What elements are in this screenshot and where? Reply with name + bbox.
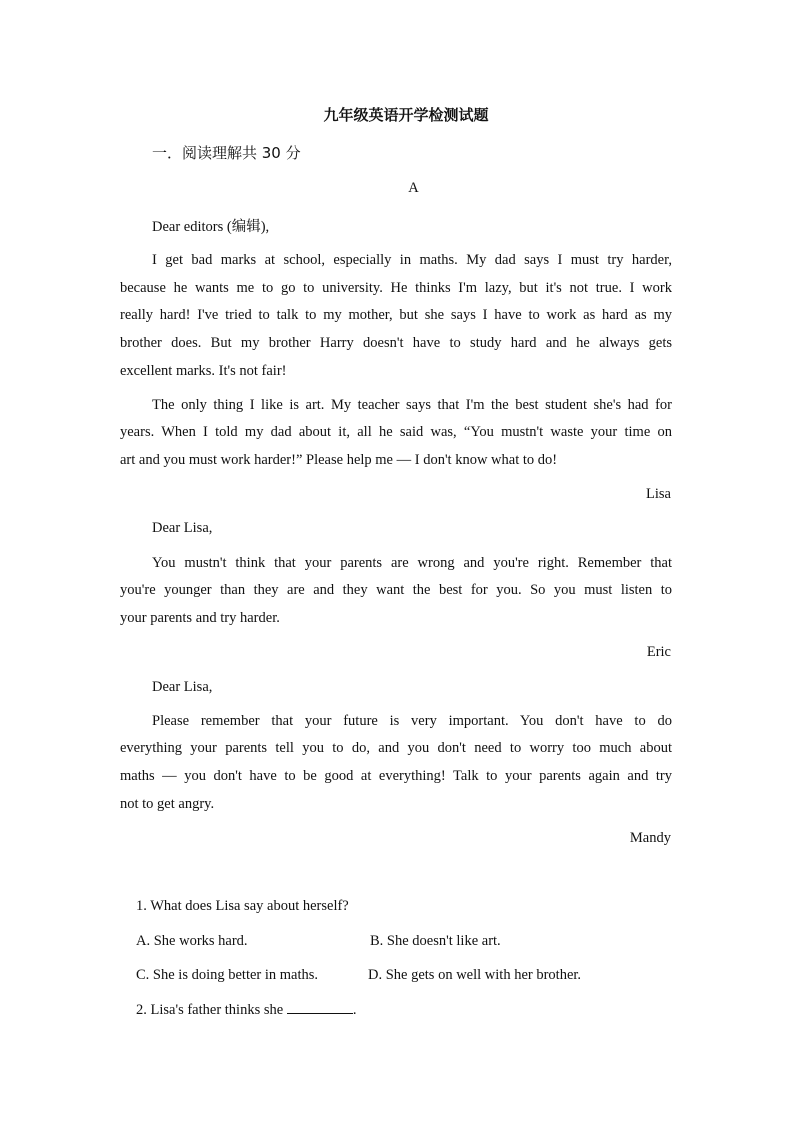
question-stem-end: . <box>352 1002 357 1018</box>
letter-line: your parents and try harder. <box>120 610 280 626</box>
question-stem: 1. What does Lisa say about herself? <box>136 898 349 914</box>
letter-line: I get bad marks at school, especially in maths. My dad says I must try harder, <box>152 252 672 268</box>
letter-line: maths — you don't have to be good at everything! Talk to your parents again and try <box>120 768 672 784</box>
letter-greeting: Dear Lisa, <box>152 679 213 695</box>
letter-line: years. When I told my dad about it, all he said was, “You mustn't waste your time on <box>120 424 672 440</box>
question-stem <box>136 1001 356 1019</box>
letter-line: excellent marks. It's not fair! <box>120 363 287 379</box>
letter-signature: Mandy <box>629 830 671 846</box>
letter-line: You mustn't think that your parents are wrong and you're right. Remember that <box>152 555 672 571</box>
letter-line: brother does. But my brother Harry doesn't have to study hard and he always gets <box>120 335 672 351</box>
answer-blank[interactable] <box>287 1001 353 1014</box>
question-stem-text: 2. Lisa's father thinks she <box>136 1002 284 1018</box>
letter-line: Please remember that your future is very important. You don't have to do <box>152 713 672 729</box>
document-title: 九年级英语开学检测试题 <box>323 106 489 124</box>
option-b: B. She doesn't like art. <box>370 933 501 949</box>
letter-line: art and you must work harder!” Please help me — I don't know what to do! <box>120 452 558 468</box>
letter-line: The only thing I like is art. My teacher says that I'm the best student she's had for <box>152 397 672 413</box>
option-d: D. She gets on well with her brother. <box>368 967 582 983</box>
option-a: A. She works hard. <box>136 933 248 949</box>
letter-line: you're younger than they are and they want the best for you. So you must listen to <box>120 582 672 598</box>
section-heading: 一．阅读理解共 30 分 <box>152 144 301 162</box>
letter-greeting: Dear editors (编辑), <box>152 219 270 235</box>
letter-line: because he wants me to go to university. He thinks I'm lazy, but it's not true. I work <box>120 280 672 296</box>
letter-line: not to get angry. <box>120 796 215 812</box>
option-c: C. She is doing better in maths. <box>136 967 319 983</box>
letter-line: everything your parents tell you to do, and you don't need to worry too much about <box>120 740 672 756</box>
letter-line: really hard! I've tried to talk to my mother, but she says I have to work as hard as my <box>120 307 672 323</box>
letter-signature: Eric <box>646 644 671 660</box>
passage-label: A <box>408 180 419 196</box>
letter-signature: Lisa <box>646 486 671 502</box>
letter-greeting: Dear Lisa, <box>152 520 213 536</box>
